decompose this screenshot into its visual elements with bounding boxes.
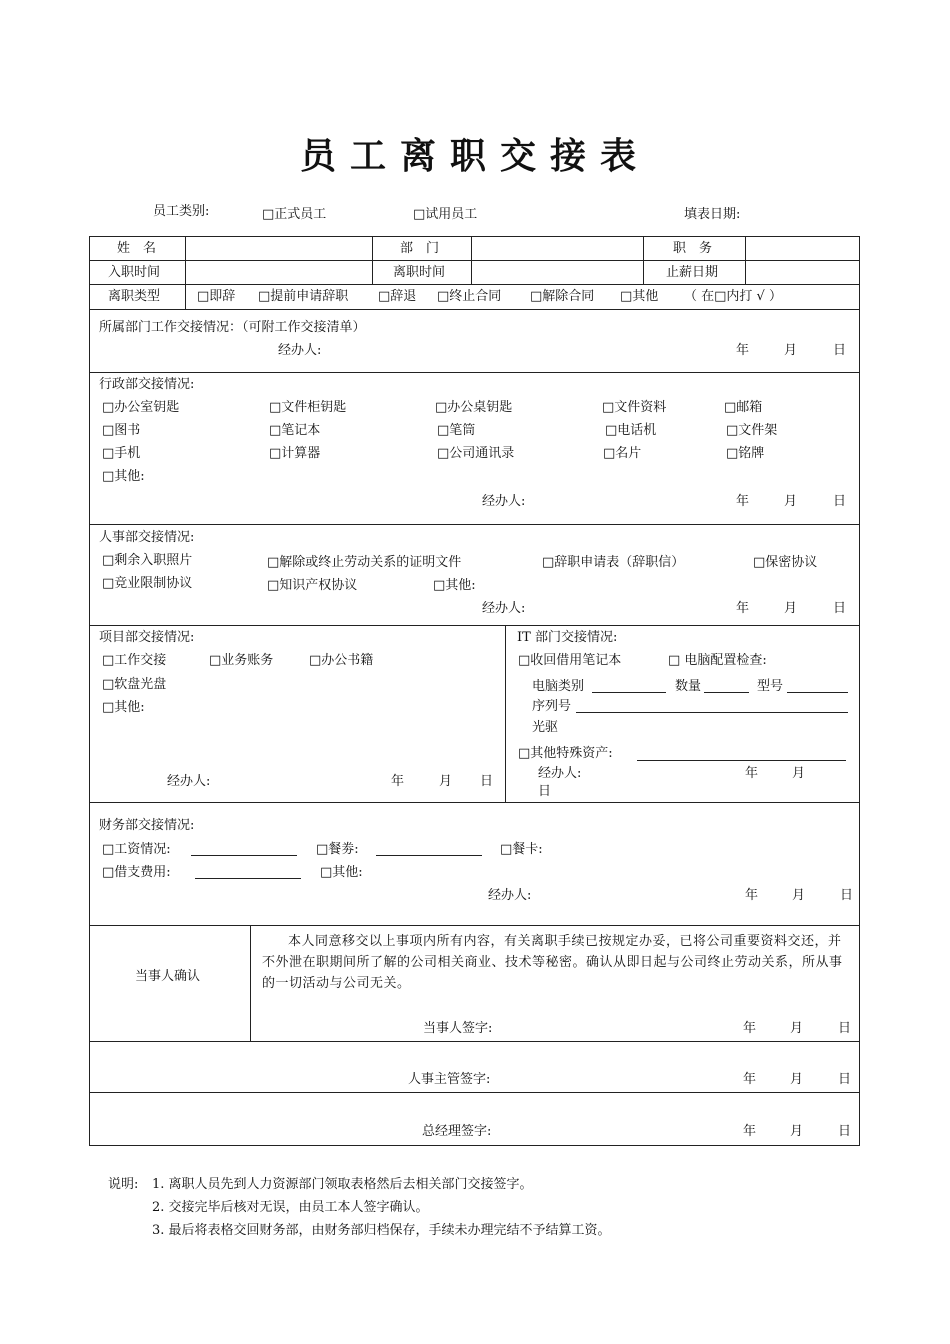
admin-title: 行政部交接情况: (99, 377, 195, 392)
checkbox-salary[interactable]: □工资情况: (102, 842, 171, 857)
checkbox-file-rack[interactable]: □文件架 (726, 423, 778, 438)
leave-type-resign-now[interactable]: □即辞 (197, 289, 236, 304)
leave-type-dissolve-contract[interactable]: □解除合同 (530, 289, 595, 304)
day-label: 日 (538, 784, 552, 799)
pay-stop-date-label: 止薪日期 (666, 265, 719, 280)
option-probation-employee[interactable]: □试用员工 (413, 207, 478, 222)
checkbox-office-books[interactable]: □办公书籍 (309, 653, 374, 668)
year-label: 年 (743, 1021, 757, 1036)
year-label: 年 (743, 1124, 757, 1139)
checkbox-ip-agreement[interactable]: □知识产权协议 (267, 578, 358, 593)
rule (505, 625, 506, 802)
checkbox-company-directory[interactable]: □公司通讯录 (437, 446, 515, 461)
rule (89, 524, 860, 525)
rule (250, 925, 251, 1041)
checkbox-pc-config-check[interactable]: □ 电脑配置检查: (668, 653, 767, 668)
month-label: 月 (439, 774, 453, 789)
checkbox-project-other[interactable]: □其他: (102, 700, 145, 715)
quantity-label: 数量 (675, 679, 702, 694)
dept-work-title: 所属部门工作交接情况：（可附工作交接清单） (99, 320, 366, 335)
page-title: 员工离职交接表 (299, 136, 650, 177)
year-label: 年 (736, 494, 750, 509)
leave-date-label: 离职时间 (393, 265, 446, 280)
checkbox-documents[interactable]: □文件资料 (602, 400, 667, 415)
checkbox-resignation-letter[interactable]: □辞职申请表（辞职信） (542, 555, 685, 570)
month-label: 月 (792, 766, 806, 781)
handler-label: 经办人: (488, 888, 532, 903)
hr-title: 人事部交接情况: (99, 530, 195, 545)
year-label: 年 (736, 343, 750, 358)
checkbox-pen-holder[interactable]: □笔筒 (437, 423, 476, 438)
rule (89, 1145, 860, 1146)
checkbox-non-compete[interactable]: □竞业限制协议 (102, 576, 193, 591)
checkbox-admin-other[interactable]: □其他: (102, 469, 145, 484)
serial-field[interactable] (576, 712, 848, 713)
rule (89, 1092, 860, 1093)
leave-type-note: （ 在□内打 √ ） (684, 289, 782, 304)
pc-type-label: 电脑类别 (532, 679, 585, 694)
checkbox-disks[interactable]: □软盘光盘 (102, 677, 167, 692)
checkbox-meal-voucher[interactable]: □餐劵: (316, 842, 359, 857)
leave-type-advance-resign[interactable]: □提前申请辞职 (258, 289, 349, 304)
party-confirm-label: 当事人确认 (135, 969, 201, 984)
salary-field[interactable] (191, 855, 297, 856)
confirm-statement: 本人同意移交以上事项内所有内容，有关离职手续已按规定办妥，已将公司重要资料交还，并不外泄在职期间所了解的公司相关商业、技术等秘密。确认从即日起与公司终止劳动关系，所从事的一切活动与公司无关。 (262, 934, 843, 991)
checkbox-meal-card[interactable]: □餐卡: (500, 842, 543, 857)
checkbox-loan[interactable]: □借支费用: (102, 865, 171, 880)
serial-label: 序列号 (532, 699, 572, 714)
checkbox-desk-key[interactable]: □办公桌钥匙 (435, 400, 513, 415)
checkbox-return-laptop[interactable]: □收回借用笔记本 (518, 653, 622, 668)
hr-manager-signature-label: 人事主管签字: (408, 1072, 491, 1087)
checkbox-confidentiality-agreement[interactable]: □保密协议 (753, 555, 818, 570)
model-field[interactable] (787, 692, 848, 693)
checkbox-other-assets[interactable]: □其他特殊资产: (518, 746, 613, 761)
rule (745, 236, 746, 284)
day-label: 日 (833, 343, 847, 358)
checkbox-finance-other[interactable]: □其他: (320, 865, 363, 880)
it-title: IT 部门交接情况: (517, 630, 618, 645)
month-label: 月 (784, 601, 798, 616)
month-label: 月 (784, 494, 798, 509)
rule (643, 236, 644, 284)
checkbox-books[interactable]: □图书 (102, 423, 141, 438)
checkbox-cabinet-key[interactable]: □文件柜钥匙 (269, 400, 347, 415)
checkbox-business-accounts[interactable]: □业务账务 (209, 653, 274, 668)
department-label: 部 门 (400, 241, 440, 256)
note-item: 3. 最后将表格交回财务部，由财务部归档保存，手续未办理完结不予结算工资。 (152, 1223, 611, 1238)
handler-label: 经办人: (278, 343, 322, 358)
project-title: 项目部交接情况: (99, 630, 195, 645)
gm-signature-label: 总经理签字: (422, 1124, 492, 1139)
leave-type-label: 离职类型 (108, 289, 161, 304)
rule (89, 802, 860, 803)
month-label: 月 (790, 1021, 804, 1036)
checkbox-termination-certificate[interactable]: □解除或终止劳动关系的证明文件 (267, 555, 462, 570)
year-label: 年 (736, 601, 750, 616)
checkbox-work-handover[interactable]: □工作交接 (102, 653, 167, 668)
finance-title: 财务部交接情况: (99, 818, 195, 833)
checkbox-notebook[interactable]: □笔记本 (269, 423, 321, 438)
checkbox-name-plate[interactable]: □铭牌 (726, 446, 765, 461)
checkbox-hr-other[interactable]: □其他: (433, 578, 476, 593)
checkbox-calculator[interactable]: □计算器 (269, 446, 321, 461)
year-label: 年 (745, 766, 759, 781)
party-signature-label: 当事人签字: (423, 1021, 493, 1036)
meal-voucher-field[interactable] (376, 855, 482, 856)
month-label: 月 (790, 1072, 804, 1087)
rule (89, 1041, 860, 1042)
year-label: 年 (743, 1072, 757, 1087)
day-label: 日 (838, 1021, 852, 1036)
handler-label: 经办人: (482, 494, 526, 509)
month-label: 月 (790, 1124, 804, 1139)
checkbox-telephone[interactable]: □电话机 (605, 423, 657, 438)
leave-type-dismissal[interactable]: □辞退 (378, 289, 417, 304)
rule (89, 625, 860, 626)
position-label: 职 务 (673, 241, 713, 256)
day-label: 日 (833, 601, 847, 616)
day-label: 日 (838, 1072, 852, 1087)
checkbox-mailbox[interactable]: □邮箱 (724, 400, 763, 415)
loan-field[interactable] (195, 878, 301, 879)
option-regular-employee[interactable]: □正式员工 (262, 207, 327, 222)
leave-type-terminate-contract[interactable]: □终止合同 (437, 289, 502, 304)
month-label: 月 (784, 343, 798, 358)
other-assets-field[interactable] (637, 760, 846, 761)
checkbox-remaining-photos[interactable]: □剩余入职照片 (102, 553, 193, 568)
rule (859, 236, 860, 1146)
year-label: 年 (391, 774, 405, 789)
leave-type-other[interactable]: □其他 (620, 289, 659, 304)
notes-label: 说明: (108, 1177, 139, 1192)
checkbox-office-key[interactable]: □办公室钥匙 (102, 400, 180, 415)
year-label: 年 (745, 888, 759, 903)
note-item: 2. 交接完毕后核对无误，由员工本人签字确认。 (152, 1200, 429, 1215)
checkbox-business-card[interactable]: □名片 (603, 446, 642, 461)
day-label: 日 (840, 888, 854, 903)
day-label: 日 (480, 774, 494, 789)
rule (89, 236, 90, 1146)
rule (89, 309, 860, 310)
note-item: 1. 离职人员先到人力资源部门领取表格然后去相关部门交接签字。 (152, 1177, 533, 1192)
rule (471, 236, 472, 284)
checkbox-mobile-phone[interactable]: □手机 (102, 446, 141, 461)
day-label: 日 (838, 1124, 852, 1139)
fill-date-label: 填表日期: (684, 207, 741, 222)
rule (89, 284, 860, 285)
rule (372, 236, 373, 284)
quantity-field[interactable] (704, 692, 749, 693)
join-date-label: 入职时间 (108, 265, 161, 280)
name-label: 姓 名 (117, 241, 157, 256)
pc-type-field[interactable] (592, 692, 666, 693)
rule (185, 236, 186, 309)
optical-drive-label: 光驱 (532, 720, 559, 735)
employee-category-label: 员工类别: (153, 204, 210, 219)
handler-label: 经办人: (482, 601, 526, 616)
day-label: 日 (833, 494, 847, 509)
model-label: 型号 (757, 679, 784, 694)
rule (89, 372, 860, 373)
month-label: 月 (792, 888, 806, 903)
handler-label: 经办人: (167, 774, 211, 789)
rule (89, 925, 860, 926)
handler-label: 经办人: (538, 766, 582, 781)
